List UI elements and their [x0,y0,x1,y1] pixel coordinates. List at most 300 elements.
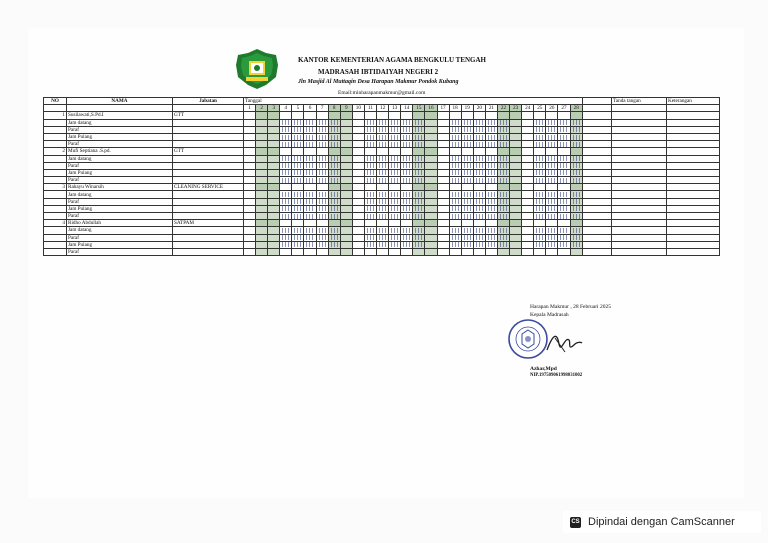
day-cell [510,148,522,155]
day-cell [316,220,328,227]
col-nama: NAMA [67,98,173,105]
entry-cell [364,234,376,241]
handwritten-entry-icon [535,142,544,147]
entry-cell [377,126,389,133]
footer-principal-name: Azhar,Mpd [530,366,557,372]
entry-cell [546,162,558,169]
day-cell [389,220,401,227]
attendance-row [44,177,720,184]
col-keterangan: Keterangan [667,98,720,105]
entry-cell [497,234,509,241]
handwritten-entry-icon [281,214,290,219]
entry-cell [425,177,437,184]
entry-cell [328,234,340,241]
entry-cell [413,133,425,140]
handwritten-entry-icon [535,192,544,197]
handwritten-entry-icon [487,135,496,140]
handwritten-entry-icon [414,135,423,140]
entry-cell [364,133,376,140]
attendance-row [44,191,720,198]
handwritten-entry-icon [547,178,556,183]
day-number: 24 [522,105,534,112]
entry-cell [268,141,280,148]
handwritten-entry-icon [475,199,484,204]
entry-cell [510,141,522,148]
handwritten-entry-icon [366,135,375,140]
entry-cell [280,213,292,220]
handwritten-entry-icon [547,242,556,247]
handwritten-entry-icon [487,199,496,204]
entry-cell [316,133,328,140]
entry-cell [244,177,256,184]
handwritten-entry-icon [559,199,568,204]
entry-cell [546,155,558,162]
day-cell [558,148,570,155]
entry-cell [558,169,570,176]
person-no: 2 [44,148,67,155]
day-cell [425,220,437,227]
entry-cell [292,191,304,198]
entry-cell [425,227,437,234]
handwritten-entry-icon [487,127,496,132]
day-number: 26 [546,105,558,112]
entry-cell [316,234,328,241]
entry-cell [437,162,449,169]
entry-cell [292,126,304,133]
day-cell [292,148,304,155]
handwritten-entry-icon [390,228,399,233]
handwritten-entry-icon [487,206,496,211]
handwritten-entry-icon [499,127,508,132]
handwritten-entry-icon [281,170,290,175]
entry-cell [546,234,558,241]
handwritten-entry-icon [318,163,327,168]
handwritten-entry-icon [402,178,411,183]
footer-title: Kepala Madrasah [530,312,569,318]
handwritten-entry-icon [463,228,472,233]
entry-cell [510,205,522,212]
entry-cell [522,133,534,140]
entry-cell [413,177,425,184]
attendance-row [44,141,720,148]
entry-cell [473,119,485,126]
handwritten-entry-icon [572,214,581,219]
entry-cell [340,141,352,148]
entry-cell [340,227,352,234]
day-cell [497,184,509,191]
entry-cell [268,162,280,169]
entry-cell [244,162,256,169]
handwritten-entry-icon [451,199,460,204]
entry-cell [256,177,268,184]
col-jabatan: Jabatan [173,98,244,105]
handwritten-entry-icon [330,206,339,211]
handwritten-entry-icon [366,142,375,147]
handwritten-entry-icon [402,142,411,147]
day-cell [546,184,558,191]
handwritten-entry-icon [318,192,327,197]
entry-cell [534,155,546,162]
handwritten-entry-icon [414,142,423,147]
entry-cell [256,234,268,241]
entry-cell [534,198,546,205]
entry-cell [461,119,473,126]
entry-cell [497,126,509,133]
handwritten-entry-icon [487,242,496,247]
day-cell [485,184,497,191]
handwritten-entry-icon [451,235,460,240]
entry-cell [558,162,570,169]
entry-cell [328,177,340,184]
row-label: Paraf [67,198,173,205]
entry-cell [328,126,340,133]
entry-cell [425,141,437,148]
entry-cell [413,169,425,176]
day-number: 17 [437,105,449,112]
handwritten-entry-icon [366,178,375,183]
person-row [44,220,720,227]
day-number: 25 [534,105,546,112]
handwritten-entry-icon [572,156,581,161]
entry-cell [449,248,461,255]
handwritten-entry-icon [293,163,302,168]
entry-cell [461,141,473,148]
entry-cell [328,155,340,162]
handwritten-entry-icon [378,228,387,233]
handwritten-entry-icon [559,163,568,168]
entry-cell [473,126,485,133]
handwritten-entry-icon [390,156,399,161]
entry-cell [546,169,558,176]
entry-cell [340,155,352,162]
entry-cell [497,119,509,126]
handwritten-entry-icon [281,242,290,247]
entry-cell [304,155,316,162]
handwritten-entry-icon [330,127,339,132]
entry-cell [570,141,582,148]
handwritten-entry-icon [499,135,508,140]
day-cell [280,220,292,227]
entry-cell [389,191,401,198]
handwritten-entry-icon [451,163,460,168]
day-cell [437,148,449,155]
entry-cell [280,177,292,184]
handwritten-entry-icon [572,127,581,132]
entry-cell [328,169,340,176]
row-label: Paraf [67,234,173,241]
entry-cell [558,119,570,126]
entry-cell [340,191,352,198]
row-label: Jam datang [67,155,173,162]
day-number: 4 [280,105,292,112]
entry-cell [522,191,534,198]
handwritten-entry-icon [390,170,399,175]
entry-cell [304,133,316,140]
col-tanda: Tanda tangan [612,98,667,105]
day-cell [328,112,340,119]
handwritten-entry-icon [547,214,556,219]
attendance-row [44,169,720,176]
entry-cell [292,198,304,205]
day-cell [558,112,570,119]
handwritten-entry-icon [451,127,460,132]
entry-cell [510,162,522,169]
attendance-row [44,155,720,162]
handwritten-entry-icon [559,127,568,132]
entry-cell [425,162,437,169]
entry-cell [413,213,425,220]
handwritten-entry-icon [559,214,568,219]
handwritten-entry-icon [402,192,411,197]
handwritten-entry-icon [305,228,314,233]
handwritten-entry-icon [366,214,375,219]
entry-cell [546,191,558,198]
handwritten-entry-icon [499,142,508,147]
entry-cell [497,248,509,255]
entry-cell [485,177,497,184]
entry-cell [473,234,485,241]
entry-cell [522,205,534,212]
entry-cell [340,213,352,220]
day-cell [437,220,449,227]
handwritten-entry-icon [451,228,460,233]
entry-cell [340,169,352,176]
handwritten-entry-icon [318,120,327,125]
entry-cell [244,241,256,248]
entry-cell [522,234,534,241]
entry-cell [340,241,352,248]
entry-cell [292,227,304,234]
entry-cell [522,198,534,205]
handwritten-entry-icon [463,214,472,219]
day-cell [340,112,352,119]
entry-cell [352,191,364,198]
day-number-row [44,105,720,112]
handwritten-entry-icon [390,142,399,147]
handwritten-entry-icon [281,120,290,125]
handwritten-entry-icon [487,170,496,175]
entry-cell [256,126,268,133]
entry-cell [352,169,364,176]
day-cell [461,112,473,119]
handwritten-entry-icon [378,192,387,197]
entry-cell [377,198,389,205]
handwritten-entry-icon [499,214,508,219]
handwritten-entry-icon [281,178,290,183]
handwritten-entry-icon [293,127,302,132]
entry-cell [389,241,401,248]
entry-cell [292,177,304,184]
entry-cell [473,227,485,234]
handwritten-entry-icon [572,235,581,240]
handwritten-entry-icon [366,120,375,125]
entry-cell [570,177,582,184]
day-number: 13 [389,105,401,112]
handwritten-entry-icon [378,235,387,240]
handwritten-entry-icon [547,163,556,168]
entry-cell [256,191,268,198]
day-cell [280,148,292,155]
day-cell [510,112,522,119]
person-name: Rahayu Winarsih [67,184,173,191]
day-cell [413,112,425,119]
handwritten-entry-icon [535,135,544,140]
entry-cell [437,227,449,234]
day-number: 20 [473,105,485,112]
header-office: KANTOR KEMENTERIAN AGAMA BENGKULU TENGAH [298,56,486,64]
person-no: 1 [44,112,67,119]
day-number: 2 [256,105,268,112]
entry-cell [449,177,461,184]
entry-cell [425,169,437,176]
handwritten-entry-icon [293,156,302,161]
entry-cell [413,162,425,169]
entry-cell [449,141,461,148]
day-cell [437,184,449,191]
handwritten-entry-icon [572,242,581,247]
entry-cell [244,248,256,255]
entry-cell [256,162,268,169]
attendance-row [44,133,720,140]
day-cell [510,184,522,191]
entry-cell [570,198,582,205]
day-cell [244,148,256,155]
entry-cell [570,169,582,176]
entry-cell [304,126,316,133]
handwritten-entry-icon [281,228,290,233]
entry-cell [485,133,497,140]
handwritten-entry-icon [547,142,556,147]
day-cell [328,184,340,191]
entry-cell [280,205,292,212]
entry-cell [558,227,570,234]
entry-cell [340,198,352,205]
day-cell [292,112,304,119]
handwritten-entry-icon [414,192,423,197]
handwritten-entry-icon [293,170,302,175]
handwritten-entry-icon [293,228,302,233]
entry-cell [534,141,546,148]
entry-cell [316,177,328,184]
day-cell [522,148,534,155]
entry-cell [268,234,280,241]
day-cell [292,184,304,191]
handwritten-entry-icon [463,192,472,197]
entry-cell [292,213,304,220]
handwritten-entry-icon [318,199,327,204]
entry-cell [352,119,364,126]
entry-cell [352,227,364,234]
handwritten-entry-icon [535,214,544,219]
day-cell [328,148,340,155]
entry-cell [280,248,292,255]
entry-cell [461,162,473,169]
entry-cell [497,213,509,220]
handwritten-entry-icon [475,214,484,219]
day-cell [401,148,413,155]
entry-cell [304,191,316,198]
entry-cell [449,241,461,248]
entry-cell [328,191,340,198]
day-number: 23 [510,105,522,112]
handwritten-entry-icon [402,127,411,132]
entry-cell [522,169,534,176]
entry-cell [377,241,389,248]
handwritten-entry-icon [559,178,568,183]
entry-cell [534,133,546,140]
entry-cell [546,227,558,234]
handwritten-entry-icon [463,142,472,147]
handwritten-entry-icon [559,242,568,247]
handwritten-entry-icon [305,199,314,204]
handwritten-entry-icon [499,192,508,197]
attendance-table [43,97,720,256]
handwritten-entry-icon [475,135,484,140]
entry-cell [352,141,364,148]
entry-cell [522,126,534,133]
day-cell [534,112,546,119]
day-number: 18 [449,105,461,112]
day-cell [401,184,413,191]
entry-cell [328,248,340,255]
handwritten-entry-icon [414,127,423,132]
day-cell [413,184,425,191]
entry-cell [244,141,256,148]
entry-cell [522,227,534,234]
entry-cell [377,227,389,234]
handwritten-entry-icon [559,170,568,175]
handwritten-entry-icon [281,206,290,211]
entry-cell [558,241,570,248]
entry-cell [352,213,364,220]
person-name: Ridho Abdullah [67,220,173,227]
handwritten-entry-icon [451,156,460,161]
handwritten-entry-icon [378,142,387,147]
day-cell [546,220,558,227]
handwritten-entry-icon [281,142,290,147]
entry-cell [534,191,546,198]
row-label: Paraf [67,248,173,255]
handwritten-entry-icon [330,199,339,204]
entry-cell [377,119,389,126]
entry-cell [449,205,461,212]
handwritten-entry-icon [451,120,460,125]
handwritten-entry-icon [535,127,544,132]
day-number: 12 [377,105,389,112]
entry-cell [352,162,364,169]
handwritten-entry-icon [475,127,484,132]
entry-cell [522,119,534,126]
handwritten-entry-icon [535,228,544,233]
row-label: Paraf [67,141,173,148]
handwritten-entry-icon [293,178,302,183]
person-jabatan: GTT [173,148,244,155]
entry-cell [328,205,340,212]
entry-cell [389,133,401,140]
entry-cell [510,119,522,126]
entry-cell [449,119,461,126]
entry-cell [497,241,509,248]
entry-cell [352,241,364,248]
entry-cell [256,227,268,234]
entry-cell [364,248,376,255]
attendance-row [44,241,720,248]
entry-cell [401,177,413,184]
day-cell [497,148,509,155]
entry-cell [292,155,304,162]
col-spacer [583,98,612,105]
row-label: Paraf [67,126,173,133]
